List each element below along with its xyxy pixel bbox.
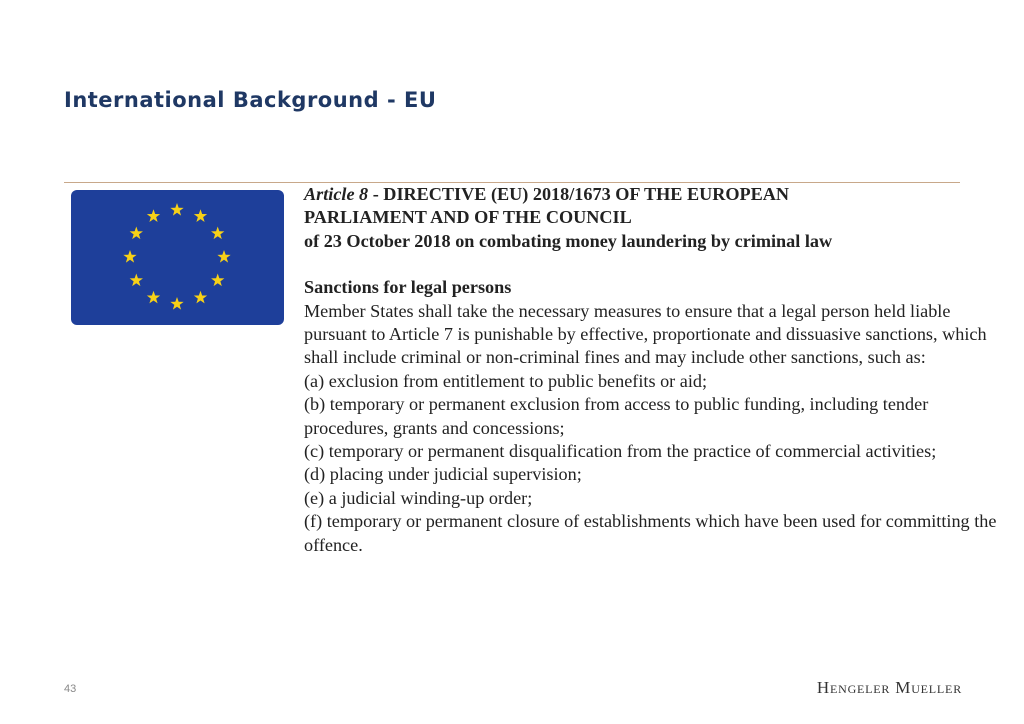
directive-title-part-3: of 23 October 2018 on combating money laundering by criminal law (304, 230, 833, 251)
sanction-item: (a) exclusion from entitlement to public benefits or aid; (304, 370, 708, 391)
page-number: 43 (64, 683, 77, 695)
eu-flag-icon (71, 190, 284, 325)
directive-title-part-2: PARLIAMENT AND OF THE COUNCIL (304, 207, 632, 228)
sanction-item: (f) temporary or permanent closure of establishments which have been used for committing the offence. (304, 511, 997, 555)
sanction-item: (e) a judicial winding-up order; (304, 487, 533, 508)
section-title: Sanctions for legal persons (304, 277, 512, 298)
sanction-item: (d) placing under judicial supervision; (304, 464, 582, 485)
article-text (304, 183, 1009, 557)
spacer (304, 253, 1009, 276)
sanction-item: (c) temporary or permanent disqualification from the practice of commercial activities; (304, 441, 937, 462)
article-reference: Article 8 (304, 184, 369, 204)
directive-title-part-1: - DIRECTIVE (EU) 2018/1673 OF THE EUROPEAN (368, 184, 790, 204)
slide-title: International Background - EU (64, 88, 437, 112)
eu-flag-graphic (71, 190, 284, 325)
brand-logo: Hengeler Mueller (816, 678, 962, 697)
article-heading-line-1 (304, 183, 1009, 206)
section-intro: Member States shall take the necessary measures to ensure that a legal person held liable pursuant to Article 7 is punishable by effective, proportionate and dissuasive sanctions, which shall include criminal or non-criminal fines and may include other sanctions, such as: (304, 300, 987, 368)
sanction-item: (b) temporary or permanent exclusion from access to public funding, including tender procedures, grants and concessions; (304, 394, 929, 438)
